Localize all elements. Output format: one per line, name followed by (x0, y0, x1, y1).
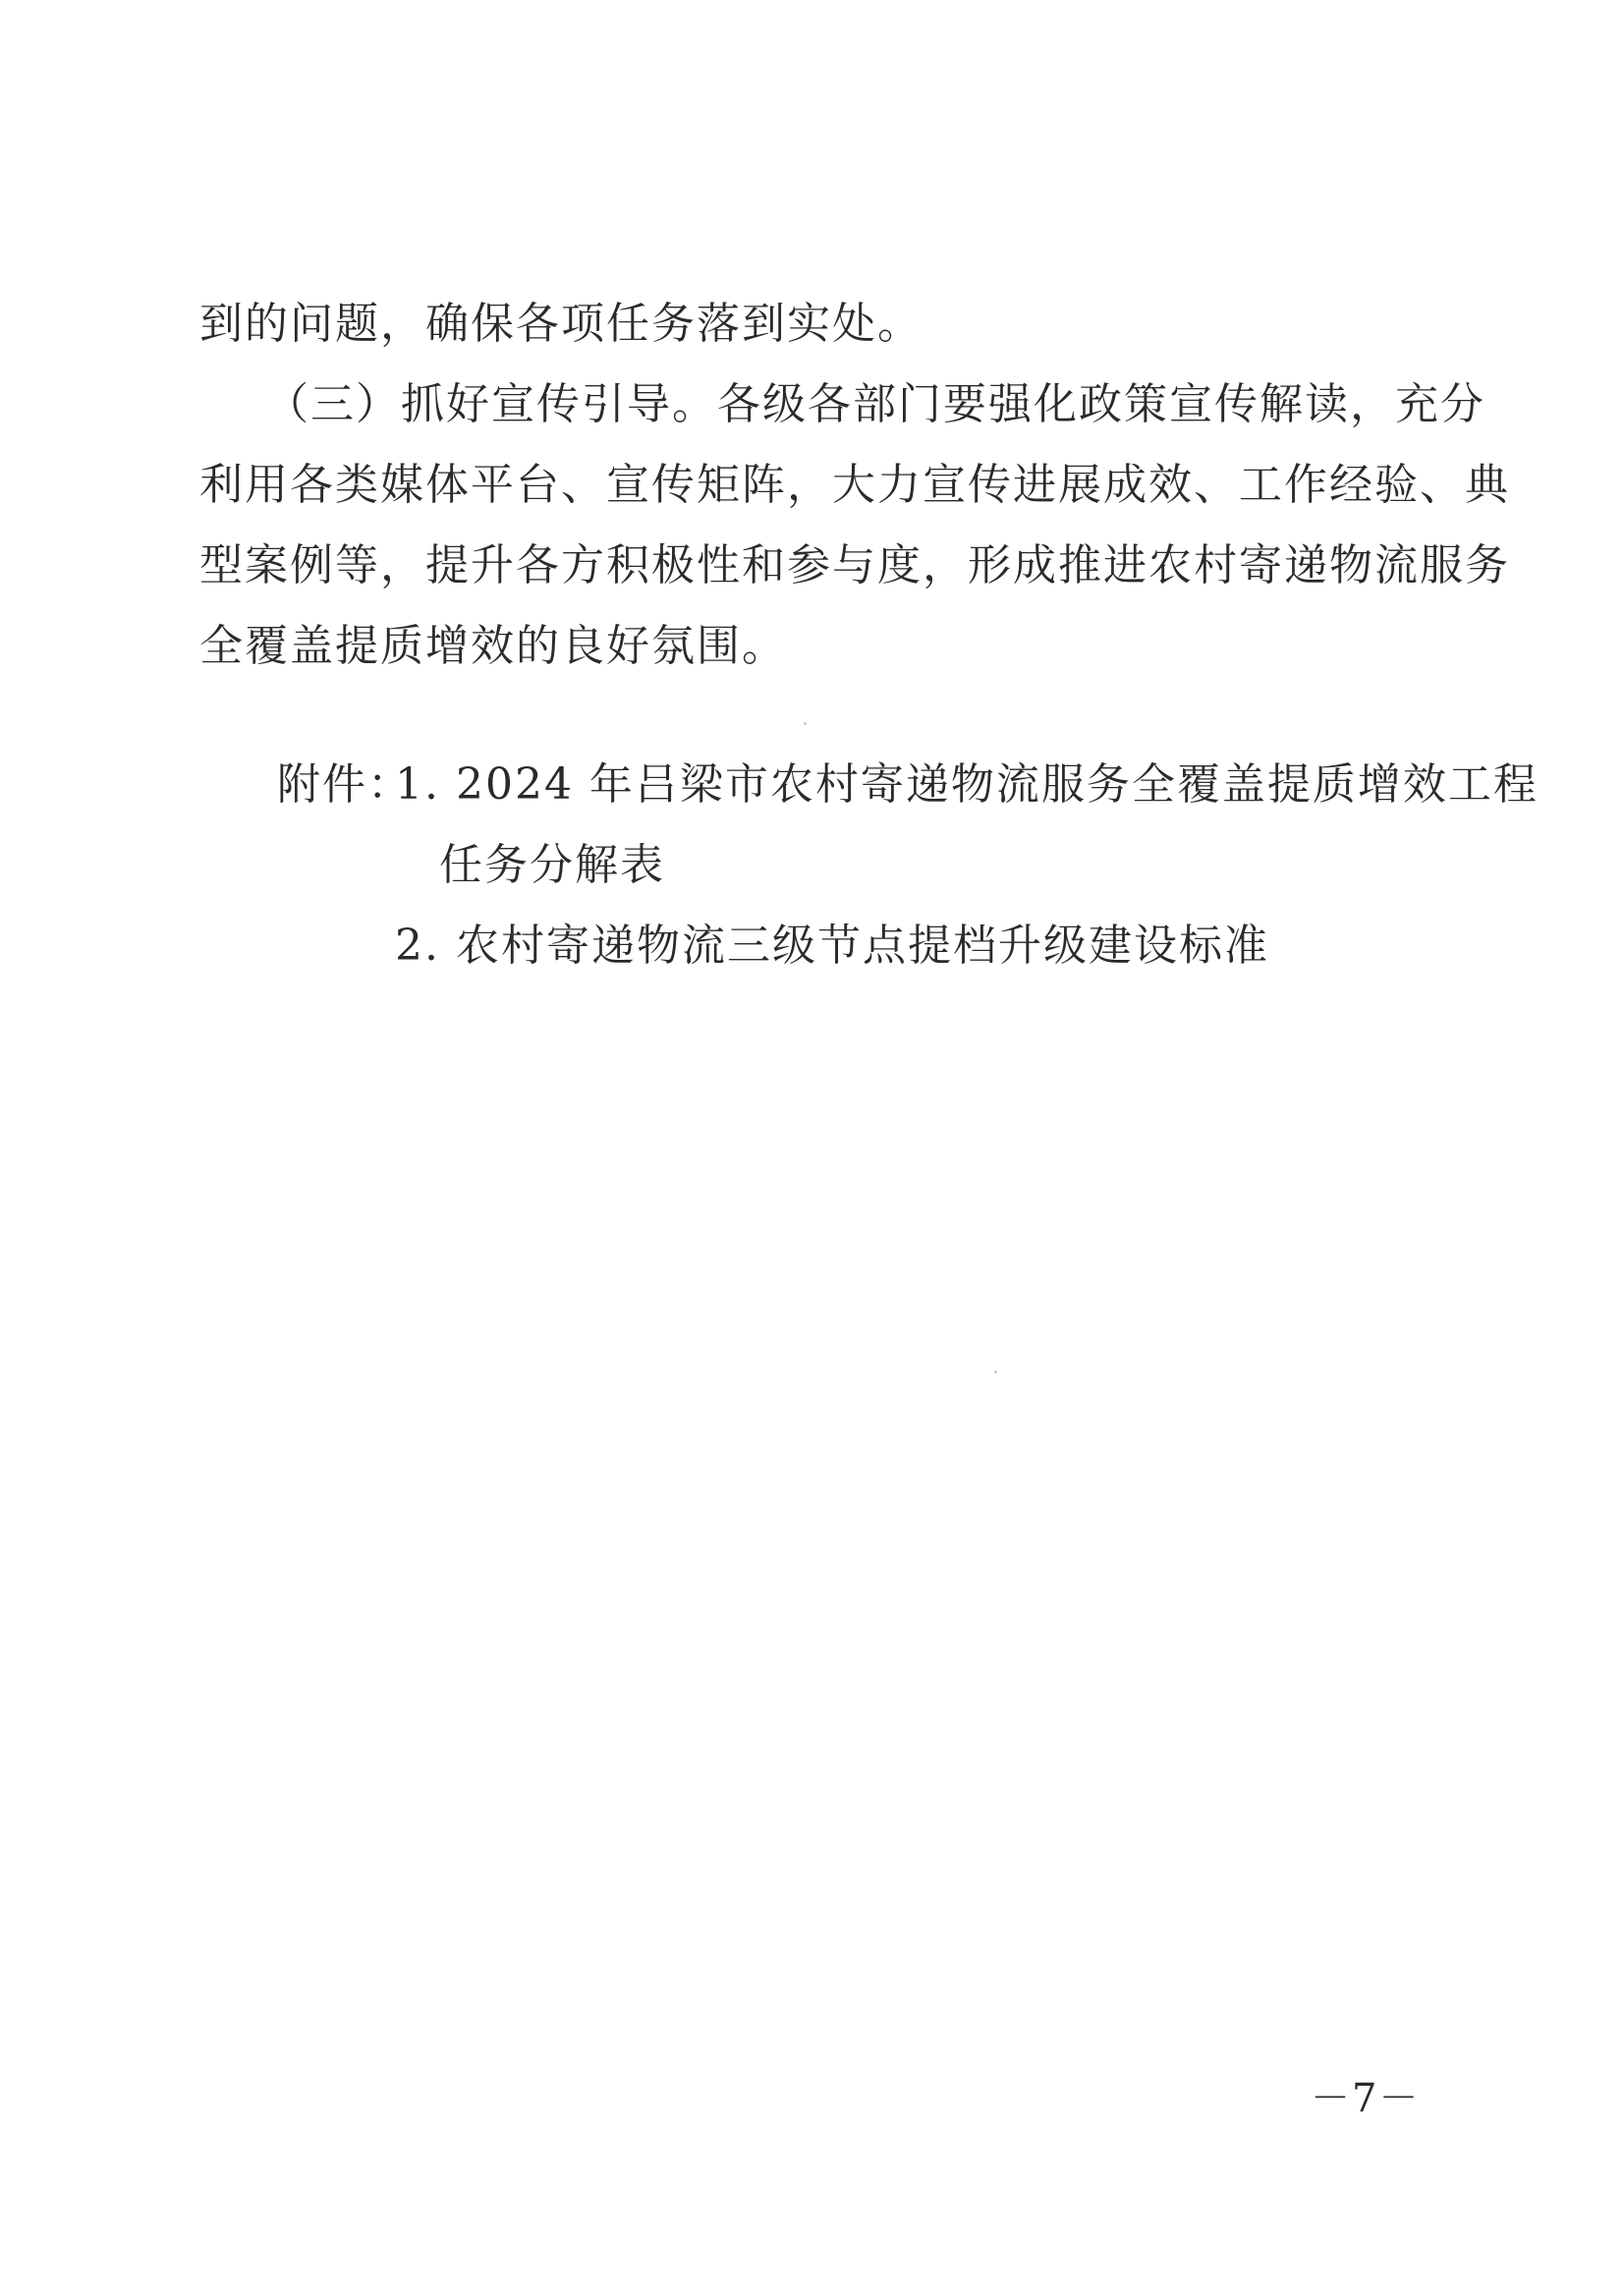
scan-speck (994, 1371, 997, 1373)
body-line-4: 型案例等，提升各方积极性和参与度，形成推进农村寄递物流服务 (199, 540, 1510, 590)
attachments-label: 附件： (277, 759, 413, 810)
section-heading-line: （三）抓好宣传引导。各级各部门要强化政策宣传解读，充分 (265, 379, 1485, 429)
attachment-item-1-continued: 任务分解表 (439, 840, 665, 890)
scan-speck (804, 722, 807, 725)
body-line-1: 到的问题，确保各项任务落到实处。 (199, 299, 923, 349)
attachment-item-1: 1. 2024 年吕梁市农村寄递物流服务全覆盖提质增效工程 (395, 759, 1539, 810)
page-number: －7－ (1311, 2076, 1421, 2121)
attachment-item-2: 2. 农村寄递物流三级节点提档升级建设标准 (395, 921, 1269, 971)
body-line-3: 利用各类媒体平台、宣传矩阵，大力宣传进展成效、工作经验、典 (199, 460, 1510, 510)
body-line-5: 全覆盖提质增效的良好氛围。 (199, 621, 787, 671)
